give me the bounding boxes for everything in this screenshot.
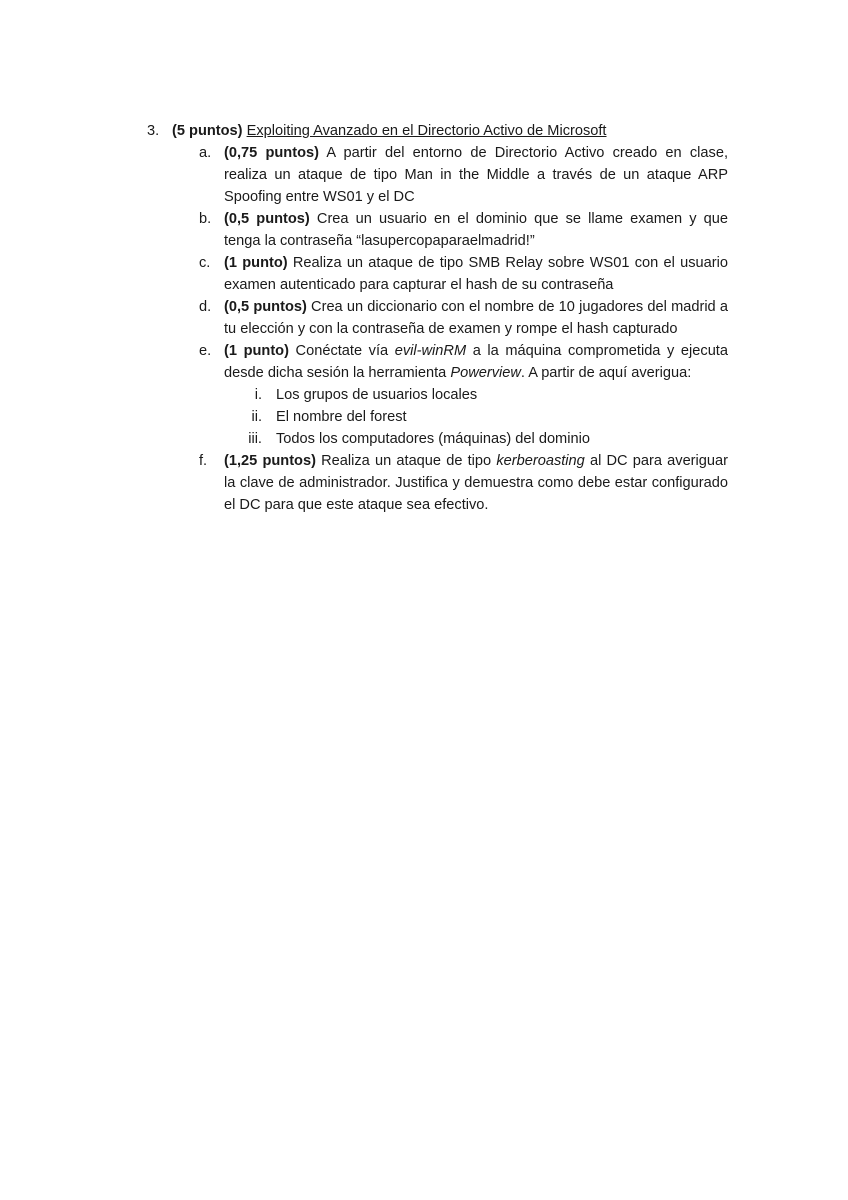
sub-item-text: Los grupos de usuarios locales	[276, 387, 478, 403]
list-item-a	[147, 142, 728, 208]
item-marker: e.	[199, 343, 212, 359]
list-item-f	[147, 450, 728, 516]
item-points: (1,25 puntos)	[224, 453, 316, 469]
item-italic-text: evil-winRM	[394, 343, 467, 359]
sub-item-text: El nombre del forest	[276, 409, 407, 425]
item-points: (0,5 puntos)	[224, 299, 307, 315]
item-marker: d.	[199, 299, 212, 315]
list-item-c	[147, 252, 728, 296]
item-text: al DC para averiguar la clave de administrador. Justifica y demuestra como debe estar configurado el DC para que este ataque sea efectivo.	[224, 453, 728, 513]
item-points: (0,75 puntos)	[224, 145, 319, 161]
item-text: Crea un usuario en el dominio que se llame examen y que tenga la contraseña “lasupercopaparaelmadrid!”	[224, 211, 728, 249]
question-points: (5 puntos)	[172, 123, 243, 139]
item-text: A partir del entorno de Directorio Activo creado en clase, realiza un ataque de tipo Man in the Middle a través de un ataque ARP Spoofing entre WS01 y el DC	[224, 145, 728, 205]
question-3	[147, 120, 737, 516]
sub-item-marker: ii.	[251, 409, 262, 425]
question-items	[147, 142, 737, 516]
item-points: (1 punto)	[224, 255, 288, 271]
item-marker: a.	[199, 145, 212, 161]
item-marker: b.	[199, 211, 212, 227]
item-points: (0,5 puntos)	[224, 211, 310, 227]
sub-item-marker: i.	[254, 387, 262, 403]
sub-item-i	[224, 384, 728, 406]
sub-items	[224, 384, 728, 450]
question-title: Exploiting Avanzado en el Directorio Activo de Microsoft	[246, 123, 607, 139]
item-italic-text: Powerview	[450, 365, 521, 381]
item-marker: f.	[199, 453, 208, 469]
item-text: Realiza un ataque de tipo	[315, 453, 497, 469]
item-text: Realiza un ataque de tipo SMB Relay sobre WS01 con el usuario examen autenticado para capturar el hash de su contraseña	[224, 255, 728, 293]
question-title-line	[172, 120, 607, 142]
sub-item-text: Todos los computadores (máquinas) del dominio	[276, 431, 590, 447]
list-item-e	[147, 340, 728, 450]
item-points: (1 punto)	[224, 343, 289, 359]
item-text: a la máquina comprometida y ejecuta desde dicha sesión la herramienta	[224, 343, 728, 381]
item-italic-text: kerberoasting	[496, 453, 585, 469]
question-header	[147, 120, 737, 142]
item-text: . A partir de aquí averigua:	[520, 365, 692, 381]
sub-item-iii	[224, 428, 728, 450]
item-marker: c.	[199, 255, 211, 271]
question-number: 3.	[147, 123, 160, 139]
list-item-d	[147, 296, 728, 340]
sub-item-marker: iii.	[248, 431, 262, 447]
sub-item-ii	[224, 406, 728, 428]
item-text: Crea un diccionario con el nombre de 10 jugadores del madrid a tu elección y con la contraseña de examen y rompe el hash capturado	[224, 299, 728, 337]
list-item-b	[147, 208, 728, 252]
item-text: Conéctate vía	[288, 343, 395, 359]
